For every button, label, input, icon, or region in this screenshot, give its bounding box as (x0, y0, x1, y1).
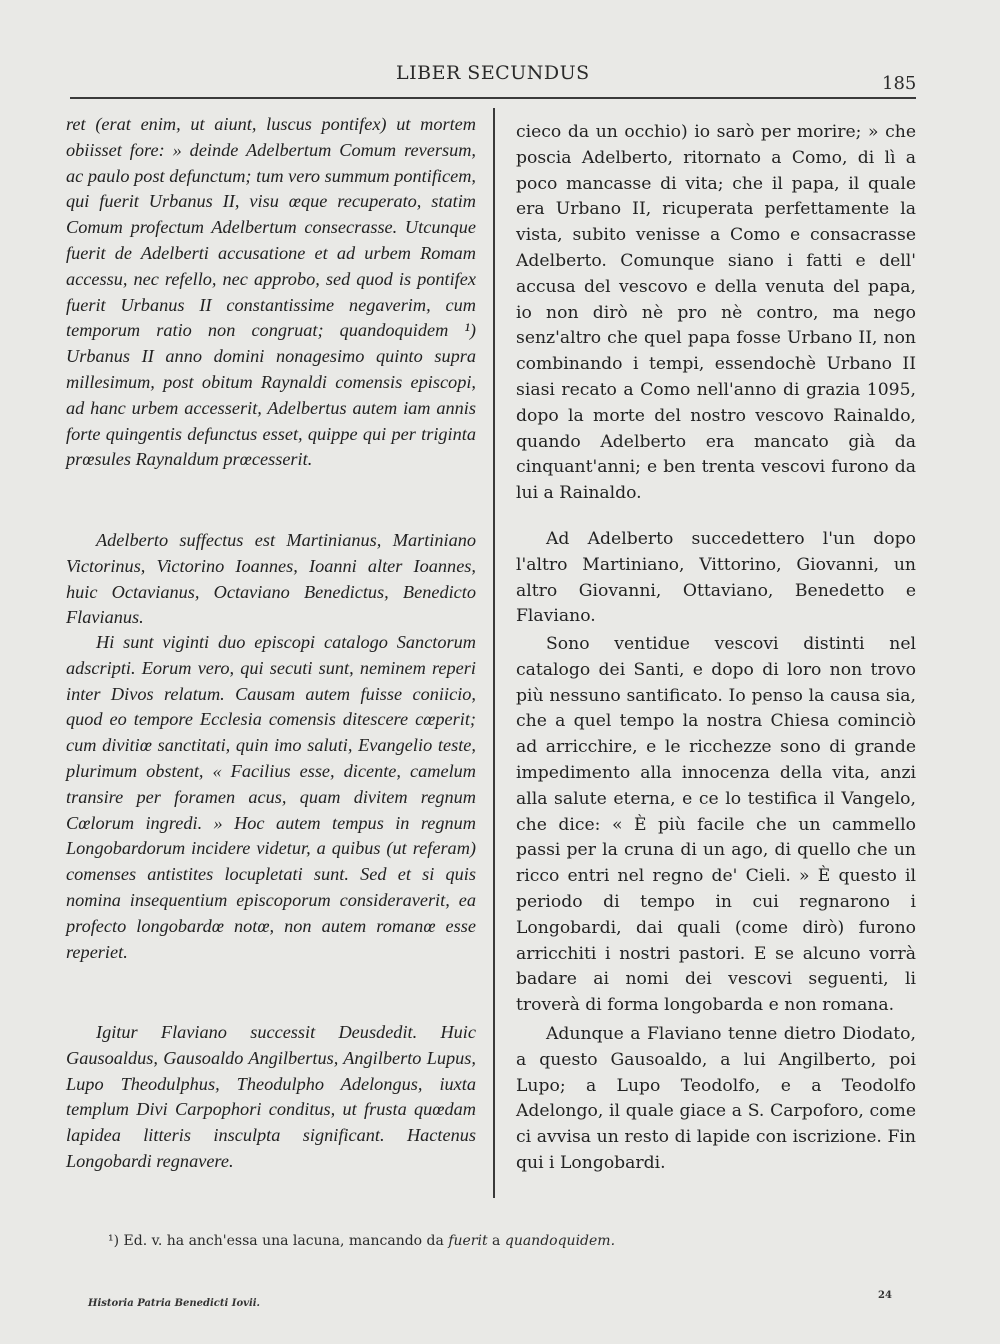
running-head: LIBER SECUNDUS (396, 62, 590, 84)
footnote-term-1: fuerit (448, 1233, 488, 1249)
latin-paragraph-2: Adelberto suffectus est Martinianus, Martiniano Victorinus, Victorino Ioannes, Ioanni alter Ioannes, huic Octavianus, Octaviano Benedictus, Benedicto Flavianus. (66, 530, 476, 628)
latin-paragraph-3: Hi sunt viginti duo episcopi catalogo Sanctorum adscripti. Eorum vero, qui secuti sunt, neminem reperi inter Divos relatum. Causam autem fuisse coniicio, quod eo tempore Ecclesia comensis ditescere cœperit; cum divitiœ sanctitati, quin imo saluti, Evangelio teste, plurimum obstent, « Facilius esse, dicente, camelum transire per foramen acus, quam divitem regnum Cœlorum ingredi. » Hoc autem tempus in regnum Longobardorum incidere videtur, a quibus (ut referam) comenses antistites locupletati sunt. Sed et si quis nomina insequentium episcoporum consideraverit, ea profecto longobardœ notœ, non autem romanœ esse reperiet. (66, 632, 476, 962)
italian-paragraph-2: Ad Adelberto succedettero l'un dopo l'altro Martiniano, Vittorino, Giovanni, un altro Giovanni, Ottaviano, Benedetto e Flaviano. (516, 529, 916, 627)
latin-paragraph-4: Igitur Flaviano successit Deusdedit. Huic Gausoaldus, Gausoaldo Angilbertus, Angilberto Lupus, Lupo Theodulphus, Theodulpho Adelongus, iuxta templum Divi Carpophori conditus, ut frusta quœdam lapidea litteris insculpta significant. Hactenus Longobardi regnavere. (66, 1022, 476, 1171)
signature-title: Historia Patria Benedicti Iovii. (88, 1298, 261, 1309)
signature-number: 24 (878, 1290, 892, 1301)
latin-paragraph-1: ret (erat enim, ut aiunt, luscus pontifex) ut mortem obiisset fore: » deinde Adelbertum Comum reversum, ac paulo post defunctum; tum vero summum pontificem, qui fuerit Urbanus II, visu œque recuperato, statim Comum profectum Adelbertum consecrasse. Utcunque fuerit de Adelberti accusatione et ad urbem Romam accessu, nec refello, nec approbo, sed quod is pontifex fuerit Urbanus II constantissime negaverim, cum temporum ratio non congruat; quandoquidem ¹) Urbanus II anno domini nonagesimo quinto supra millesimum, post obitum Raynaldi comensis episcopi, ad hanc urbem accesserit, Adelbertus autem iam annis forte quingentis defunctus esset, quippe qui per triginta prœsules Raynaldum prœcesserit. (66, 114, 476, 470)
footnote-term-2: quandoquidem. (504, 1233, 616, 1249)
page-number: 185 (882, 73, 917, 94)
italian-paragraph-3: Sono ventidue vescovi distinti nel catalogo dei Santi, e dopo di loro non trovo più nessuno santificato. Io penso la causa sia, che a quel tempo la nostra Chiesa cominciò ad arricchire, e le ricchezze sono di grande impedimento alla innocenza della vita, anzi alla salute eterna, e ce lo testifica il Vangelo, che dice: « È più facile che un cammello passi per la cruna di un ago, di quello che un ricco entri nel regno de' Cieli. » È questo il periodo di tempo in cui regnarono i Longobardi, dai quali (come dirò) furono arricchiti i nostri pastori. E se alcuno vorrà badare ai nomi dei vescovi seguenti, li troverà di forma longobarda e non romana. (516, 634, 916, 1016)
footnote (108, 1233, 615, 1249)
footnote-joiner: a (492, 1233, 501, 1249)
italian-paragraph-4: Adunque a Flaviano tenne dietro Diodato, a questo Gausoaldo, a lui Angilberto, poi Lupo; a Lupo Teodolfo, e a Teodolfo Adelongo, il quale giace a S. Carpoforo, come ci avvisa un resto di lapide con iscrizione. Fin qui i Longobardi. (516, 1024, 916, 1173)
column-divider (493, 108, 495, 1198)
italian-paragraph-1: cieco da un occhio) io sarò per morire; » che poscia Adelberto, ritornato a Como, di lì a poco mancasse di vita; che il papa, il quale era Urbano II, ricuperata perfettamente la vista, subito venisse a Como e consacrasse Adelberto. Comunque siano i fatti e dell' accusa del vescovo e della venuta del papa, io non dirò nè pro nè contro, ma nego senz'altro che quel papa fosse Urbano II, non combinando i tempi, essendochè Urbano II siasi recato a Como nell'anno di grazia 1095, dopo la morte del nostro vescovo Rainaldo, quando Adelberto era mancato già da cinquant'anni; e ben trenta vescovi furono da lui a Rainaldo. (516, 122, 916, 504)
footnote-text: ¹) Ed. v. ha anch'essa una lacuna, mancando da (108, 1233, 444, 1249)
header-rule (70, 97, 916, 99)
